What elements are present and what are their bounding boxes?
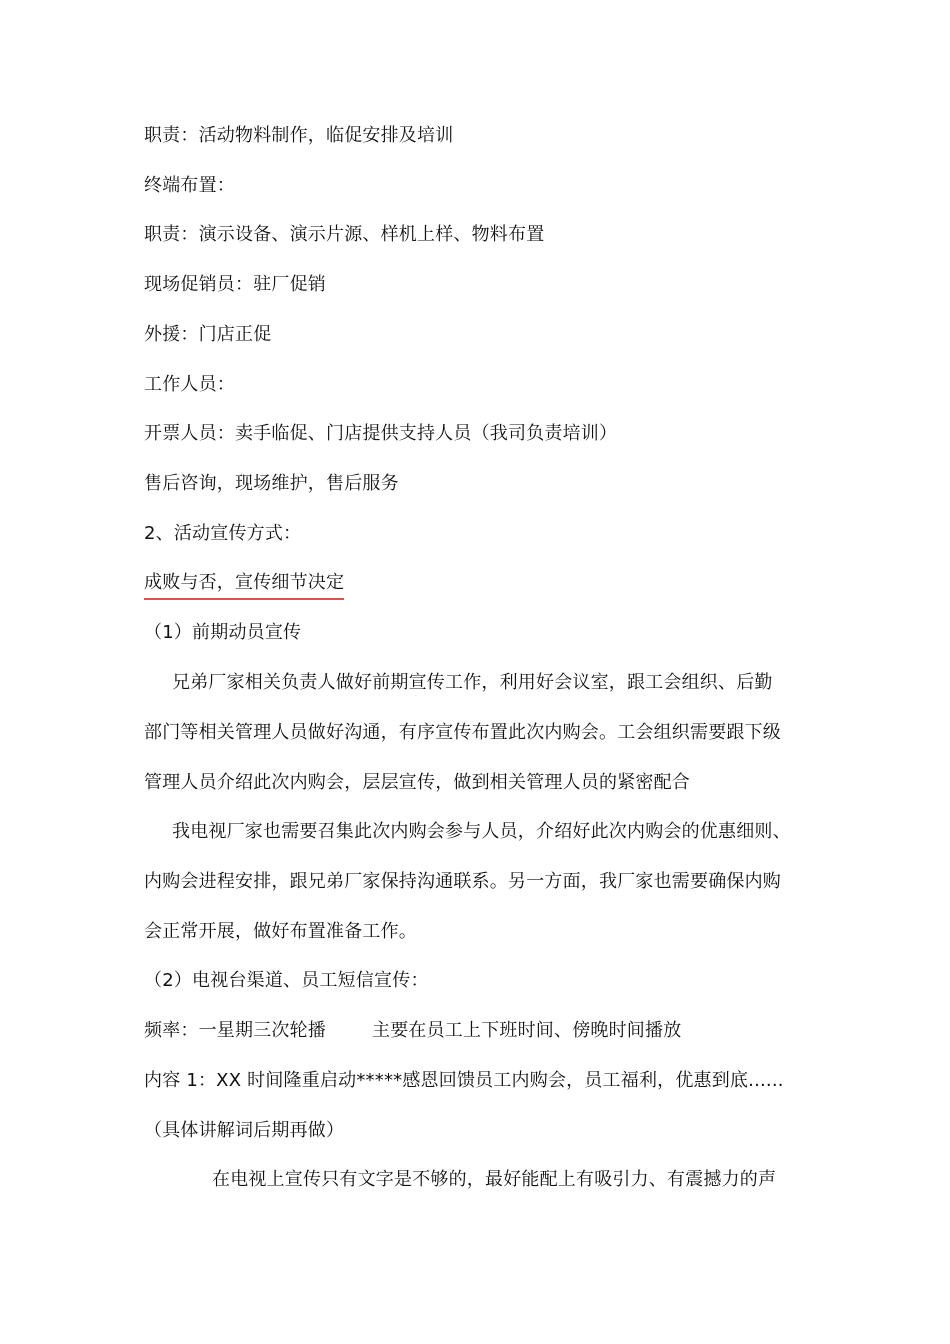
text-line: 职责：活动物料制作，临促安排及培训 <box>144 125 454 146</box>
text-line: 在电视上宣传只有文字是不够的，最好能配上有吸引力、有震撼力的声 <box>212 1169 777 1190</box>
text-line: 职责：演示设备、演示片源、样机上样、物料布置 <box>144 224 545 245</box>
text-line <box>144 1018 824 1044</box>
text-line: 部门等相关管理人员做好沟通，有序宣传布置此次内购会。工会组织需要跟下级 <box>144 722 781 743</box>
text-line: 外援：门店正促 <box>144 324 272 345</box>
text-line: 工作人员： <box>144 374 235 395</box>
text-line: 会正常开展，做好布置准备工作。 <box>144 921 417 942</box>
underlined-text: 成败与否，宣传细节决定 <box>144 570 344 600</box>
text-line: 我电视厂家也需要召集此次内购会参与人员，介绍好此次内购会的优惠细则、 <box>172 821 791 842</box>
text-line: 内购会进程安排，跟兄弟厂家保持沟通联系。另一方面，我厂家也需要确保内购 <box>144 871 781 892</box>
broadcast-time-text: 主要在员工上下班时间、傍晚时间播放 <box>372 1020 682 1041</box>
text-line: （具体讲解词后期再做） <box>144 1120 345 1141</box>
subsection-heading: （2）电视台渠道、员工短信宣传： <box>144 970 429 991</box>
text-line: 管理人员介绍此次内购会，层层宣传，做到相关管理人员的紧密配合 <box>144 772 690 793</box>
section-heading: 2、活动宣传方式： <box>144 523 302 544</box>
text-line: 终端布置： <box>144 175 235 196</box>
text-line: 售后咨询，现场维护，售后服务 <box>144 473 399 494</box>
text-line: 内容 1：XX 时间隆重启动*****感恩回馈员工内购会，员工福利，优惠到底...... <box>144 1070 784 1091</box>
underlined-line <box>144 570 824 600</box>
text-line: 现场促销员：驻厂促销 <box>144 274 326 295</box>
frequency-text: 频率：一星期三次轮播 <box>144 1020 326 1041</box>
subsection-heading: （1）前期动员宣传 <box>144 622 302 643</box>
text-line: 开票人员：卖手临促、门店提供支持人员（我司负责培训） <box>144 423 618 444</box>
text-line: 兄弟厂家相关负责人做好前期宣传工作，利用好会议室，跟工会组织、后勤 <box>172 672 773 693</box>
